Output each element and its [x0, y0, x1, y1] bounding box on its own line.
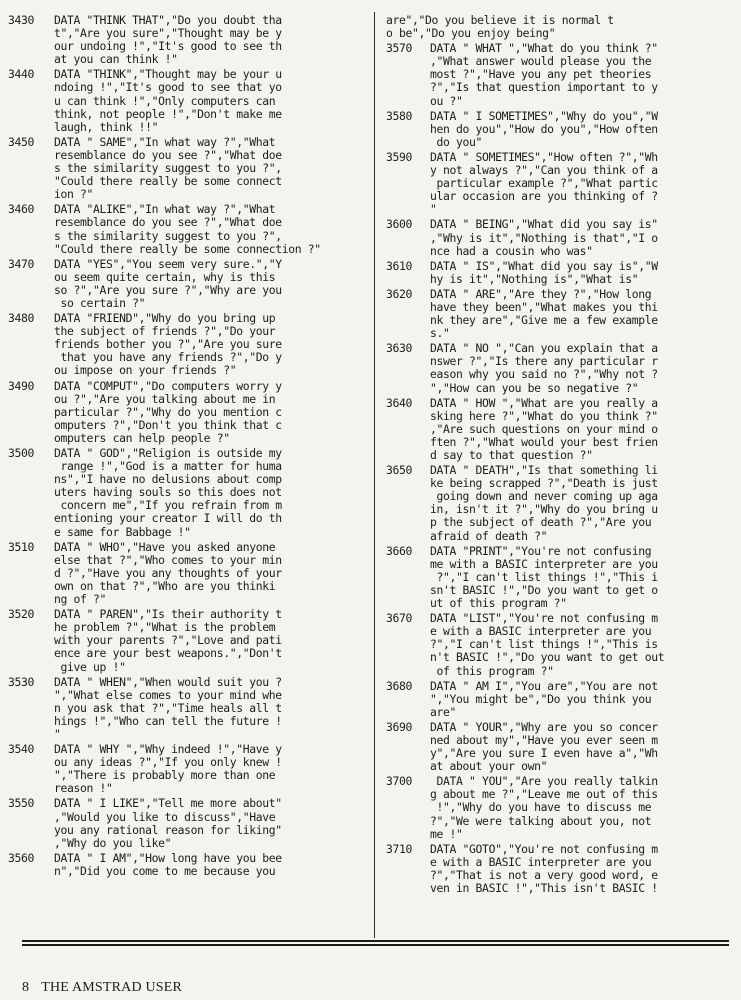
code-line: [386, 260, 726, 286]
left-column: [8, 14, 366, 932]
line-number: 3670: [386, 611, 413, 626]
line-number: 3630: [386, 341, 413, 356]
code-text: DATA " AM I","You are","You are not ","You might be","Do you think you are": [430, 678, 658, 719]
code-text: DATA " NO ","Can you explain that a nswer ?","Is there any particular r eason why you said no ?","Why not ? ","How can you be so negative ?": [430, 341, 658, 395]
code-text: DATA " I AM","How long have you bee n","Did you come to me because you: [54, 850, 282, 878]
code-text: DATA " ARE","Are they ?","How long have they been","What makes you thi nk they are","Give me a few example s.": [430, 286, 658, 341]
code-text: DATA " WHAT ","What do you think ?" ,"What answer would please you the most ?","Have you any pet theories ?","Is that question important to y ou ?": [430, 41, 658, 108]
code-text: DATA " YOUR","Why are you so concer ned about my","Have you ever seen m y","Are you sure I even have a","Wh at about your own": [430, 719, 658, 774]
code-line: [8, 14, 366, 66]
code-text: DATA " DEATH","Is that something li ke being scrapped ?","Death is just going down and never coming up aga in, isn't it ?","Why do you bring u p the subject of death ?","Are you afraid of death ?": [430, 463, 658, 543]
code-text: DATA "COMPUT","Do computers worry y ou ?","Are you talking about me in particular ?","Why do you mention c omputers ?","Don't you think that c omputers can help people ?": [54, 378, 282, 445]
code-text: DATA " SOMETIMES","How often ?","Wh y not always ?","Can you think of a particular example ?","What partic ular occasion are you thinking of ? ": [430, 149, 658, 217]
line-number: 3540: [8, 742, 35, 757]
line-number: 3450: [8, 134, 35, 149]
code-line: [386, 775, 726, 840]
line-number: 3700: [386, 774, 413, 789]
footer-rule-second: [22, 944, 729, 946]
code-line: [8, 743, 366, 795]
code-text: DATA " I LIKE","Tell me more about" ,"Would you like to discuss","Have you any rational reason for liking" ,"Why do you like": [54, 796, 282, 850]
code-line: [386, 151, 726, 216]
code-text: DATA "LIST","You're not confusing m e with a BASIC interpreter are you ?","I can't list things !","This is n't BASIC !","Do you want to get out of this program ?": [430, 611, 665, 678]
code-line: [8, 852, 366, 878]
code-text: DATA "YES","You seem very sure.","Y ou seem quite certain, why is this so ?","Are you sure ?","Why are you so certain ?": [54, 256, 282, 310]
code-line: [386, 42, 726, 107]
code-text: DATA " PAREN","Is their authority t he problem ?","What is the problem with your parents ?","Love and pati ence are your best weapons.","Don't give up !": [54, 607, 282, 674]
code-line: [8, 258, 366, 310]
code-text: DATA " I SOMETIMES","Why do you","W hen do you","How do you","How often do you": [430, 108, 658, 149]
line-number: 3660: [386, 543, 413, 558]
line-number: 3490: [8, 378, 35, 393]
code-line: [386, 397, 726, 462]
code-text: DATA " GOD","Religion is outside my range !","God is a matter for huma ns","I have no delusions about comp uters having souls so this does not concern me","If you refrain from m entioning your creator I will do th e same for Babbage !": [54, 446, 282, 539]
code-line: [8, 797, 366, 849]
code-line: [8, 312, 366, 377]
line-number: 3680: [386, 678, 413, 693]
line-number: 3600: [386, 217, 413, 232]
line-number: 3590: [386, 149, 413, 164]
carried-over-text: are","Do you believe it is normal t o be","Do you enjoy being": [386, 14, 614, 41]
page-number: 8: [22, 980, 30, 995]
code-line: [386, 464, 726, 543]
code-line: [8, 447, 366, 539]
code-line: [8, 608, 366, 673]
line-number: 3500: [8, 446, 35, 460]
line-number: 3570: [386, 41, 413, 56]
code-line: [386, 680, 726, 719]
code-line: [386, 612, 726, 677]
code-line: [8, 676, 366, 741]
code-line: [386, 288, 726, 340]
code-line: [386, 545, 726, 610]
code-line: [386, 721, 726, 773]
code-text: DATA " BEING","What did you say is" ,"Why is it","Nothing is that","I o nce had a cousin who was": [430, 217, 658, 258]
line-number: 3460: [8, 202, 35, 217]
line-number: 3560: [8, 850, 35, 865]
column-divider: [374, 12, 375, 938]
line-number: 3440: [8, 67, 35, 82]
code-line: [8, 136, 366, 201]
code-text: DATA "FRIEND","Why do you bring up the subject of friends ?","Do your friends bother you ?","Are you sure that you have any friends ?","Do y ou impose on your friends ?": [54, 311, 282, 378]
line-number: 3530: [8, 674, 35, 689]
code-text: DATA "THINK","Thought may be your u ndoing !","It's good to see that yo u can think !","Only computers can think, not people !","Don't make me laugh, think !!": [54, 67, 282, 134]
line-number: 3480: [8, 311, 35, 326]
code-text: DATA " IS","What did you say is","W hy is it","Nothing is","What is": [430, 258, 658, 286]
line-number: 3640: [386, 395, 413, 410]
line-number: 3510: [8, 539, 35, 554]
code-line: [8, 380, 366, 445]
code-line: [8, 541, 366, 606]
right-column: [386, 14, 726, 932]
code-text: DATA "PRINT","You're not confusing me with a BASIC interpreter are you ?","I can't list things !","This i sn't BASIC !","Do you want to get o ut of this program ?": [430, 543, 658, 611]
code-text: DATA " SAME","In what way ?","What resemblance do you see ?","What doe s the similarity suggest to you ?", "Could there really be some connect ion ?": [54, 134, 282, 202]
code-text: DATA " WHO","Have you asked anyone else that ?","Who comes to your min d ?","Have you any thoughts of your own on that ?","Who are you thinki ng of ?": [54, 539, 282, 607]
code-line: [386, 843, 726, 895]
code-line: [8, 68, 366, 133]
line-number: 3610: [386, 258, 413, 273]
code-text: DATA " HOW ","What are you really a sking here ?","What do you think ?" ,"Are such questions on your mind o ften ?","What would your best frien d say to that question ?": [430, 395, 658, 462]
footer-rule: [22, 940, 729, 942]
code-text: DATA "THINK THAT","Do you doubt tha t","Are you sure","Thought may be y our undoing !","It's good to see th at you can think !": [54, 14, 282, 67]
code-text: DATA "ALIKE","In what way ?","What resemblance do you see ?","What doe s the similarity suggest to you ?", "Could there really be some connection ?": [54, 202, 321, 256]
line-number: 3580: [386, 108, 413, 123]
line-number: 3710: [386, 841, 413, 856]
code-text: DATA " YOU","Are you really talkin g about me ?","Leave me out of this !","Why do you have to discuss me ?","We were talking about you, not me !": [430, 774, 658, 841]
line-number: 3690: [386, 719, 413, 734]
code-line: [8, 203, 366, 255]
code-line: [386, 218, 726, 257]
code-text: DATA " WHEN","When would suit you ? ","What else comes to your mind whe n you ask that ?","Time heals all t hings !","Who can tell the future ! ": [54, 674, 282, 741]
code-line: [386, 342, 726, 394]
code-text: DATA "GOTO","You're not confusing m e with a BASIC interpreter are you ?","That is not a very good word, e ven in BASIC !","This isn't BASIC !: [430, 841, 658, 895]
code-line: [386, 110, 726, 149]
page-footer: [22, 980, 182, 996]
line-number: 3620: [386, 286, 413, 301]
line-number: 3550: [8, 796, 35, 811]
line-number: 3430: [8, 14, 35, 27]
code-text: DATA " WHY ","Why indeed !","Have y ou any ideas ?","If you only knew ! ","There is probably more than one reason !": [54, 742, 282, 796]
line-number: 3650: [386, 463, 413, 478]
publication-name: THE AMSTRAD USER: [41, 980, 183, 995]
line-number: 3520: [8, 607, 35, 622]
line-number: 3470: [8, 256, 35, 271]
